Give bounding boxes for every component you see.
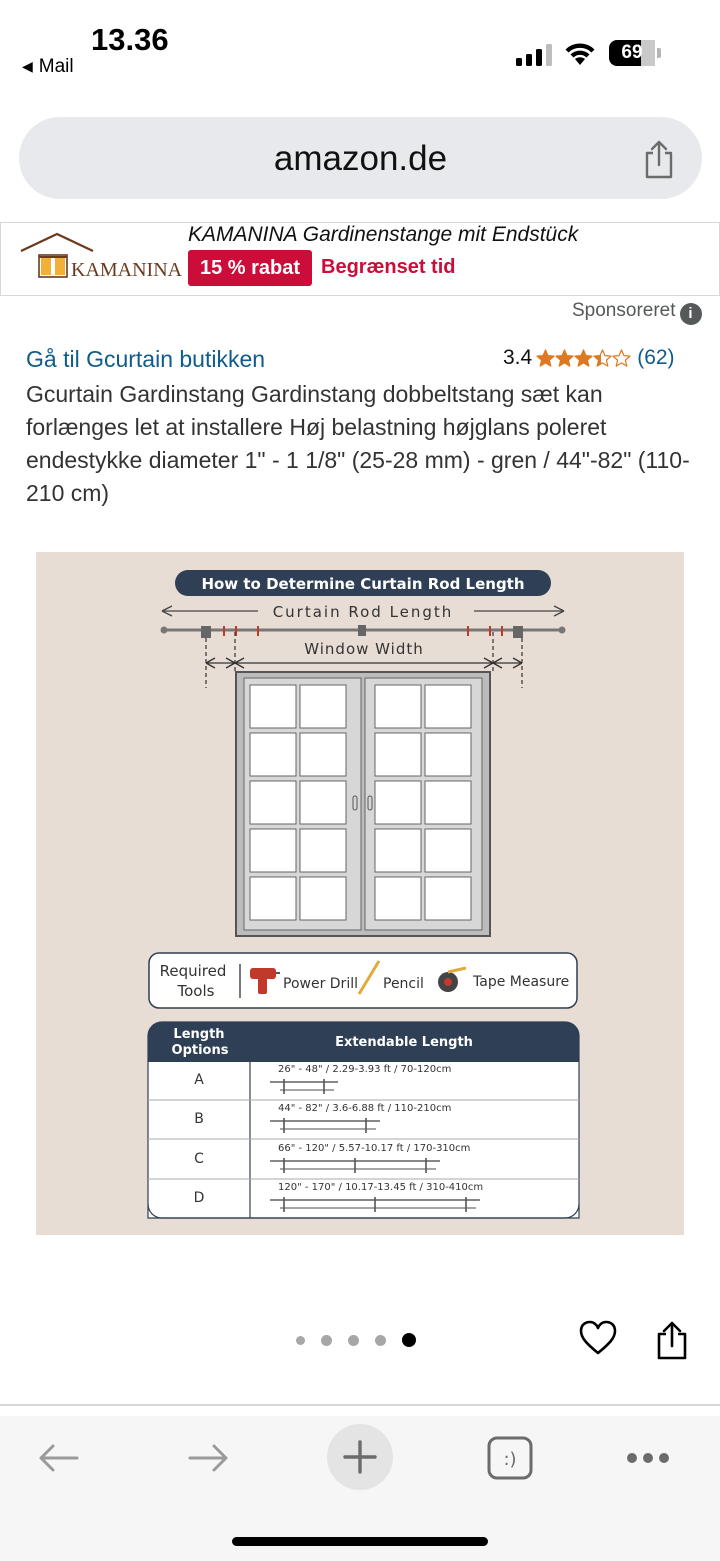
window-pane: [250, 781, 296, 824]
ad-title[interactable]: KAMANINA Gardinenstange mit Endstück: [188, 223, 579, 246]
window-pane: [375, 685, 421, 728]
wifi-icon: [564, 40, 596, 66]
carousel-dot[interactable]: [321, 1335, 332, 1346]
star-icon: [574, 349, 593, 368]
carousel-dots[interactable]: [296, 1333, 416, 1347]
table-option: A: [194, 1072, 204, 1088]
tools-label-1: Required: [159, 962, 227, 980]
window-pane: [425, 829, 471, 872]
back-arrow-icon[interactable]: [37, 1443, 79, 1473]
window-pane: [425, 685, 471, 728]
back-to-app-button[interactable]: [22, 56, 74, 78]
heart-icon[interactable]: [579, 1320, 617, 1356]
table-header-length: Extendable Length: [335, 1035, 473, 1050]
tool-power-drill: Power Drill: [283, 976, 358, 992]
window-pane: [375, 733, 421, 776]
share-product-icon[interactable]: [656, 1320, 688, 1360]
table-length: 120" - 170" / 10.17-13.45 ft / 310-410cm: [278, 1182, 484, 1193]
cellular-signal-icon: [516, 44, 552, 66]
divider: [0, 1404, 720, 1406]
home-indicator[interactable]: [232, 1537, 488, 1546]
window-pane: [375, 781, 421, 824]
window-pane: [300, 685, 346, 728]
carousel-dot[interactable]: [375, 1335, 386, 1346]
more-menu-icon[interactable]: [626, 1452, 670, 1464]
brand-logo-text: KAMANINA: [71, 259, 183, 281]
rating-value: 3.4: [503, 346, 533, 369]
svg-text::): :): [503, 1449, 517, 1470]
tool-pencil: Pencil: [383, 976, 424, 992]
window-pane: [425, 877, 471, 920]
address-domain: amazon.de: [273, 139, 448, 178]
window-pane: [425, 781, 471, 824]
window-pane: [250, 877, 296, 920]
star-icon: [612, 349, 631, 368]
sponsored-label[interactable]: [572, 300, 702, 325]
star-icon: [536, 349, 555, 368]
window-pane: [300, 829, 346, 872]
back-triangle-icon: ◀: [22, 58, 33, 74]
store-link[interactable]: Gå til Gcurtain butikken: [26, 346, 266, 372]
sponsored-banner[interactable]: [0, 222, 720, 296]
star-icon: [593, 349, 612, 368]
back-app-label: Mail: [38, 56, 74, 77]
info-icon[interactable]: i: [680, 303, 702, 325]
window-pane: [375, 877, 421, 920]
new-tab-button[interactable]: [327, 1424, 393, 1490]
table-option: C: [194, 1151, 204, 1167]
star-icon: [555, 349, 574, 368]
rod-length-label: Curtain Rod Length: [272, 603, 454, 621]
tabs-icon[interactable]: [487, 1436, 533, 1480]
table-header-options-2: Options: [171, 1043, 229, 1058]
window-pane: [250, 829, 296, 872]
tools-label-2: Tools: [177, 982, 215, 1000]
status-bar: [0, 0, 720, 90]
table-header-options-1: Length: [173, 1027, 225, 1042]
window-pane: [425, 733, 471, 776]
carousel-dot[interactable]: [402, 1333, 416, 1347]
share-icon[interactable]: [643, 139, 675, 179]
sponsored-text: Sponsoreret: [572, 300, 676, 321]
window-pane: [375, 829, 421, 872]
carousel-dot[interactable]: [296, 1336, 305, 1345]
tool-tape-measure: Tape Measure: [473, 974, 570, 990]
address-bar[interactable]: [19, 117, 702, 199]
carousel-dot[interactable]: [348, 1335, 359, 1346]
window-pane: [300, 781, 346, 824]
discount-badge: 15 % rabat: [188, 250, 312, 286]
rating-count[interactable]: (62): [637, 346, 675, 369]
window-pane: [250, 733, 296, 776]
forward-arrow-icon[interactable]: [188, 1443, 230, 1473]
table-option: D: [193, 1190, 205, 1206]
table-length: 26" - 48" / 2.29-3.93 ft / 70-120cm: [278, 1064, 452, 1075]
limited-time-label: Begrænset tid: [321, 256, 456, 278]
battery-level: 69: [621, 42, 643, 63]
window-pane: [300, 877, 346, 920]
brand-logo: [19, 231, 183, 287]
product-title: Gcurtain Gardinstang Gardinstang dobbeltstang sæt kan forlænges let at installere Høj belastning højglans poleret endestykke diameter 1" - 1 1/8" (25-28 mm) - gren / 44"-82" (110-210 cm): [26, 381, 690, 506]
window-width-label: Window Width: [304, 640, 424, 658]
table-option: B: [194, 1111, 204, 1127]
table-length: 44" - 82" / 3.6-6.88 ft / 110-210cm: [278, 1103, 452, 1114]
rating[interactable]: [503, 346, 675, 370]
table-length: 66" - 120" / 5.57-10.17 ft / 170-310cm: [278, 1143, 471, 1154]
product-image[interactable]: [36, 552, 684, 1235]
infographic: [36, 552, 684, 1235]
status-time: 13.36: [91, 22, 169, 57]
window-pane: [300, 733, 346, 776]
rating-stars: [536, 349, 631, 368]
infographic-heading: How to Determine Curtain Rod Length: [201, 575, 525, 593]
plus-icon: [327, 1424, 393, 1490]
battery-indicator: [609, 40, 661, 66]
window-pane: [250, 685, 296, 728]
